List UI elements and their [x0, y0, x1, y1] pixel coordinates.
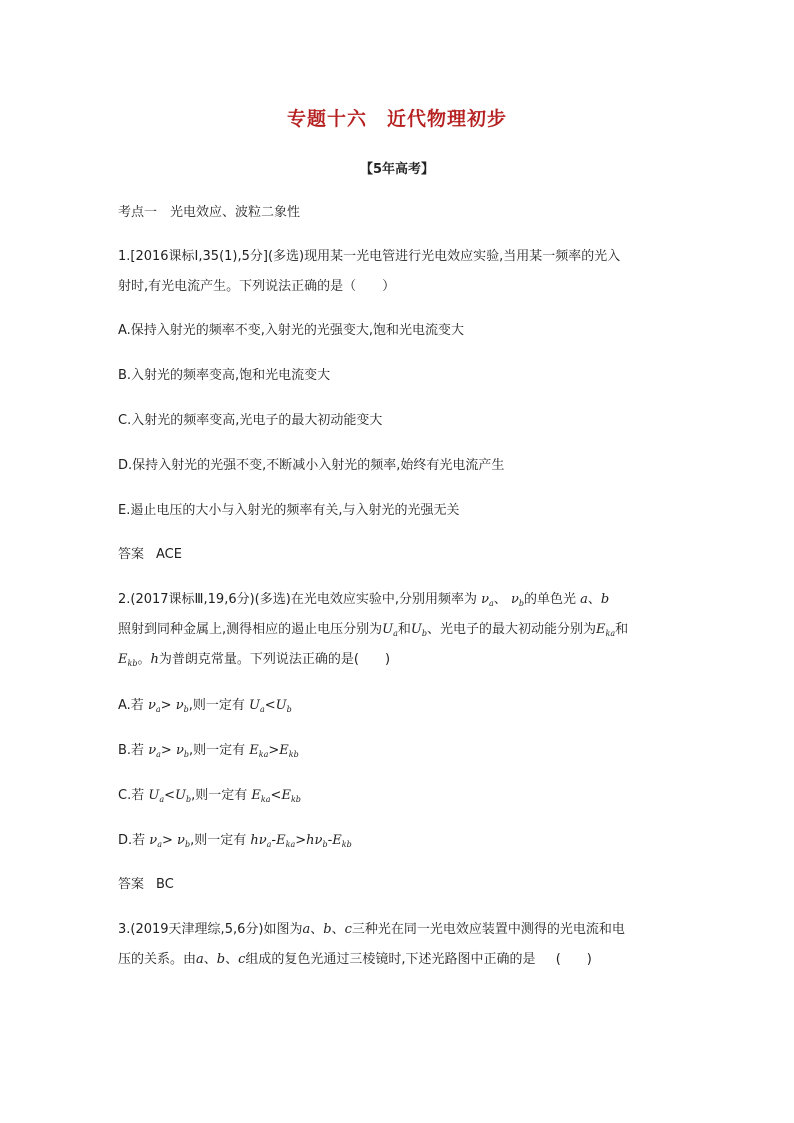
q1-option-a: A.保持入射光的频率不变,入射光的光强变大,饱和光电流变大: [118, 323, 465, 338]
q1-option-c: C.入射光的频率变高,光电子的最大初动能变大: [118, 413, 383, 428]
q3-stem-line2: 压的关系。由a、b、c组成的复色光通过三棱镜时,下述光路图中正确的是 ( ): [118, 952, 592, 967]
page-subtitle: 【5年高考】: [359, 162, 435, 177]
q1-option-e: E.遏止电压的大小与入射光的频率有关,与入射光的光强无关: [118, 503, 460, 518]
q2-option-c: C.若 $U_a<U_b$,则一定有 $E_{ka}<E_{kb}$: [118, 788, 301, 804]
q1-option-d: D.保持入射光的光强不变,不断减小入射光的频率,始终有光电流产生: [118, 458, 505, 473]
answer-value: BC: [156, 877, 174, 892]
q2-stem-line3: $E_{kb}$。h为普朗克常量。下列说法正确的是( ): [118, 652, 391, 668]
q3-stem-line1: 3.(2019天津理综,5,6分)如图为a、b、c三种光在同一光电效应装置中测得的光电流和电: [118, 922, 625, 937]
answer-value: ACE: [156, 547, 182, 562]
q1-stem-line1: 1.[2016课标Ⅰ,35(1),5分](多选)现用某一光电管进行光电效应实验,当用某一频率的光入: [118, 249, 621, 264]
section-heading: 考点一 光电效应、波粒二象性: [118, 205, 301, 220]
q1-stem-line2: 射时,有光电流产生。下列说法正确的是（ ）: [118, 279, 396, 294]
answer-label: 答案: [118, 877, 145, 892]
q1-option-b: B.入射光的频率变高,饱和光电流变大: [118, 368, 331, 383]
q2-option-b: B.若 $\nu_a> \nu_b$,则一定有 $E_{ka}>E_{kb}$: [118, 743, 299, 759]
q2-stem-line2: 照射到同种金属上,测得相应的遏止电压分别为$U_a$和$U_b$、光电子的最大初动能分别为$E_{ka}$和: [118, 622, 629, 638]
q1-answer: [118, 546, 182, 564]
q2-option-d: D.若 $\nu_a> \nu_b$,则一定有 $h\nu_a-E_{ka}>h\nu_b-E_{kb}$: [118, 833, 352, 849]
q2-stem-line1: 2.(2017课标Ⅲ,19,6分)(多选)在光电效应实验中,分别用频率为 $\nu_a$、 $\nu_b$的单色光 a、b: [118, 592, 610, 608]
q2-answer: [118, 876, 174, 894]
q2-option-a: A.若 $\nu_a> \nu_b$,则一定有 $U_a<U_b$: [118, 698, 292, 714]
page-title: 专题十六 近代物理初步: [286, 108, 507, 130]
answer-label: 答案: [118, 547, 145, 562]
